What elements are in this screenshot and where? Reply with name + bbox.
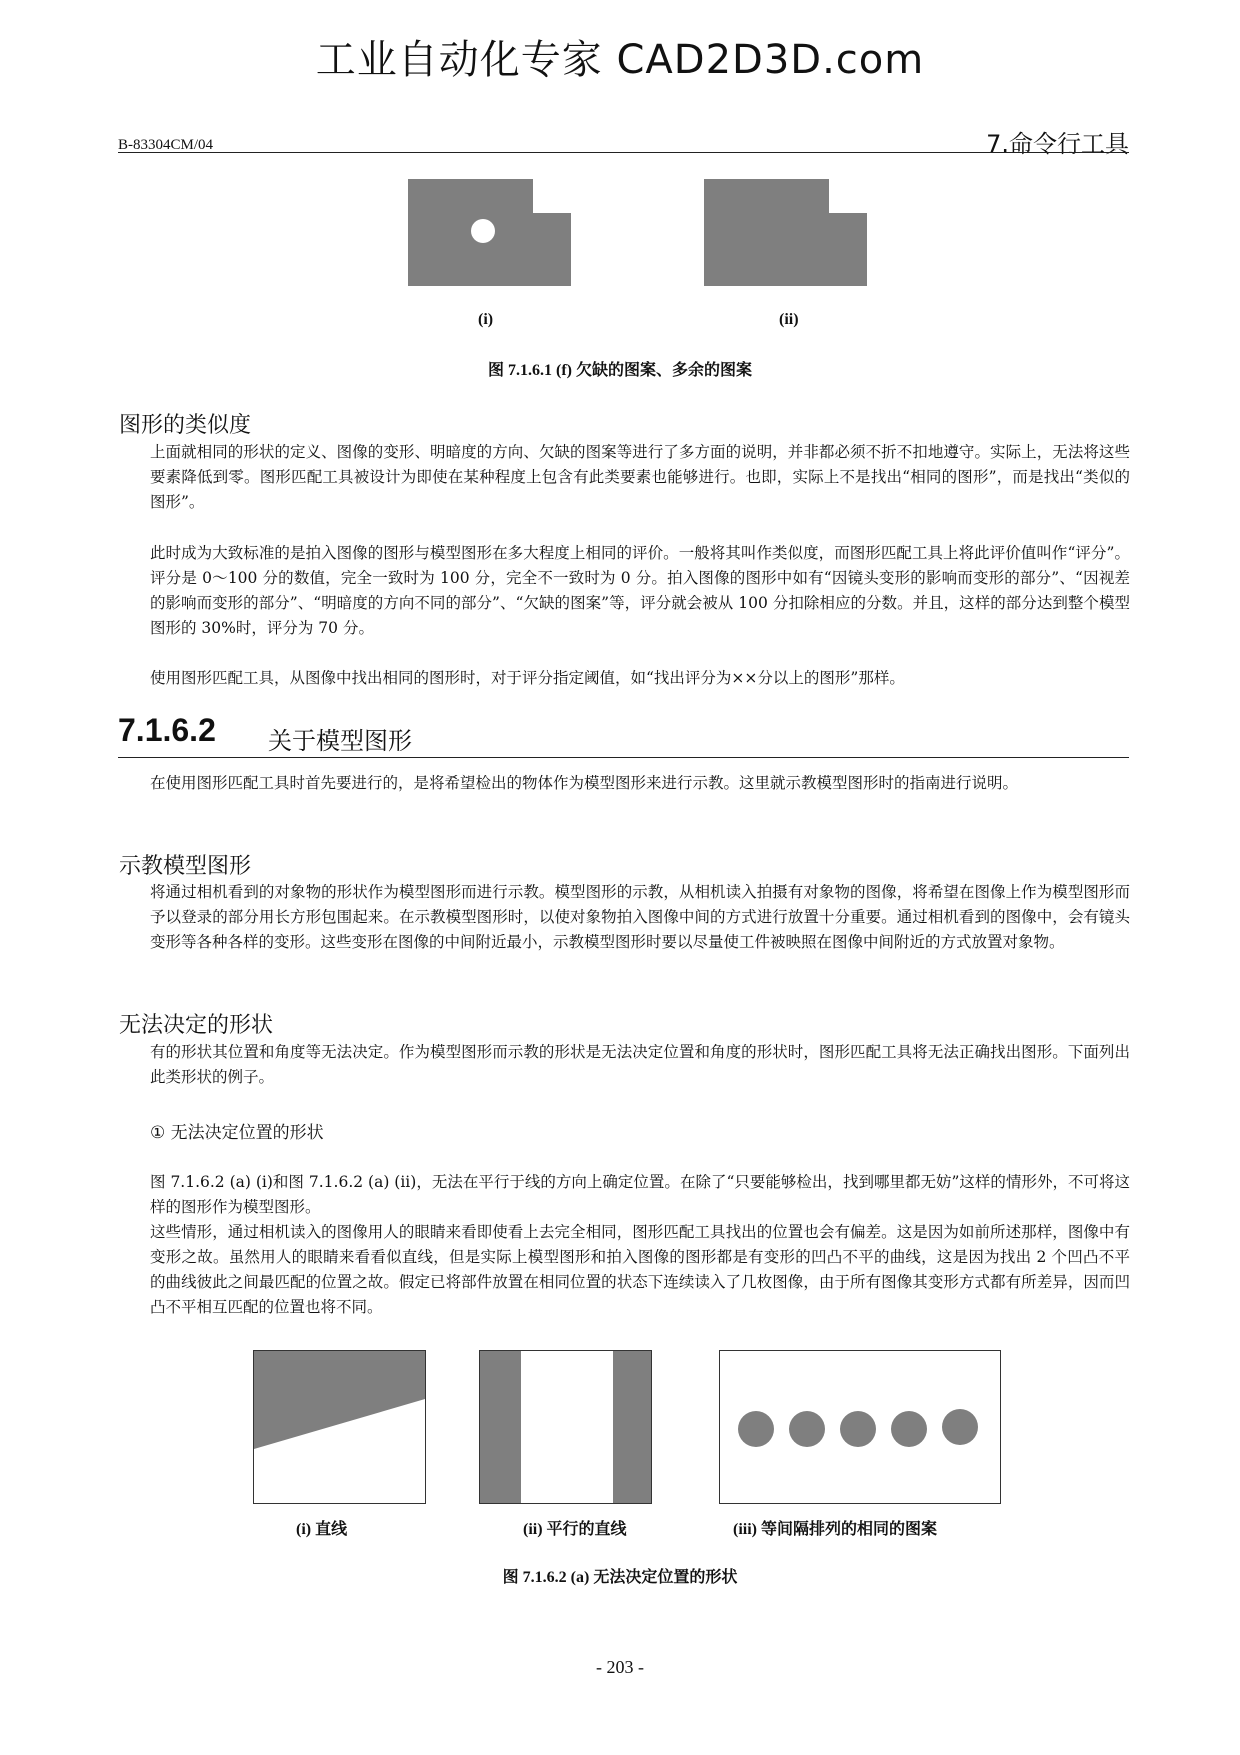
similarity-paragraph-2: 此时成为大致标准的是拍入图像的图形与模型图形在多大程度上相同的评价。一般将其叫作类似度，而图形匹配工具上将此评价值叫作“评分”。评分是 0～100 分的数值，完全一致时为 100 分，完全不一致时为 0 分。拍入图像的图形中如有“因镜头变形的影响而变形的部分”、“因视差的影响而变形的部分”、“明暗度的方向不同的部分”、“欠缺的图案”等，评分就会被从 100 分扣除相应的分数。并且，这样的部分达到整个模型图形的 30%时，评分为 70 分。 <box>150 544 1130 637</box>
undetermined-paragraph-3: 这些情形，通过相机读入的图像用人的眼睛来看即使看上去完全相同，图形匹配工具找出的位置也会有偏差。这是因为如前所述那样，图像中有变形之故。虽然用人的眼睛来看看似直线，但是实际上模型图形和拍入图像的图形都是有变形的凹凸不平的曲线，这是因为找出 2 个凹凸不平的曲线彼此之间最匹配的位置之故。假定已将部件放置在相同位置的状态下连续读入了几枚图像，由于所有图像其变形方式都有所差异，因而凹凸不平相互匹配的位置也将不同。 <box>150 1223 1130 1316</box>
figure-1-caption: 图 7.1.6.1 (f) 欠缺的图案、多余的图案 <box>488 362 752 379</box>
similarity-paragraph-1: 上面就相同的形状的定义、图像的变形、明暗度的方向、欠缺的图案等进行了多方面的说明，并非都必须不折不扣地遵守。实际上，无法将这些要素降低到零。图形匹配工具被设计为即使在某种程度上包含有此类要素也能够进行。也即，实际上不是找出“相同的图形”，而是找出“类似的图形”。 <box>150 443 1130 511</box>
figure-1-shape-i <box>408 179 571 286</box>
figure-1-label-ii: (ii) <box>779 311 799 328</box>
undetermined-paragraph: 有的形状其位置和角度等无法决定。作为模型图形而示教的形状是无法决定位置和角度的形状时，图形匹配工具将无法正确找出图形。下面列出此类形状的例子。 <box>150 1043 1130 1086</box>
figure-2-box-iii <box>719 1350 1001 1504</box>
circle-pattern <box>840 1411 876 1447</box>
circle-pattern <box>789 1411 825 1447</box>
section-title: 关于模型图形 <box>268 727 412 755</box>
chapter-title: 7.命令行工具 <box>986 130 1129 158</box>
figure-2-label-iii: (iii) 等间隔排列的相同的图案 <box>733 1521 937 1538</box>
undetermined-heading: 无法决定的形状 <box>119 1013 274 1038</box>
circle-pattern <box>891 1411 927 1447</box>
section-number: 7.1.6.2 <box>118 712 216 748</box>
figure-1-label-i: (i) <box>478 311 494 328</box>
hole-circle <box>471 219 495 243</box>
undetermined-paragraph-2: 图 7.1.6.2 (a) (i)和图 7.1.6.2 (a) (ii)，无法在平行于线的方向上确定位置。在除了“只要能够检出，找到哪里都无妨”这样的情形外，不可将这样的图形作为模型图形。 <box>150 1173 1130 1216</box>
figure-2-label-i: (i) 直线 <box>296 1521 348 1538</box>
page-number: - 203 - <box>596 1657 644 1677</box>
section-intro: 在使用图形匹配工具时首先要进行的，是将希望检出的物体作为模型图形来进行示教。这里就示教模型图形时的指南进行说明。 <box>150 774 1019 792</box>
watermark-title: 工业自动化专家 CAD2D3D.com <box>315 37 925 83</box>
right-band <box>613 1351 651 1503</box>
similarity-paragraph-3: 使用图形匹配工具，从图像中找出相同的图形时，对于评分指定阈值，如“找出评分为××分以上的图形”那样。 <box>150 669 905 687</box>
section-rule <box>118 757 1129 758</box>
teach-paragraph: 将通过相机看到的对象物的形状作为模型图形而进行示教。模型图形的示教，从相机读入拍摄有对象物的图像，将希望在图像上作为模型图形而予以登录的部分用长方形包围起来。在示教模型图形时，以使对象物拍入图像中间的方式进行放置十分重要。通过相机看到的图像中，会有镜头变形等各种各样的变形。这些变形在图像的中间附近最小，示教模型图形时要以尽量使工件被映照在图像中间附近的方式放置对象物。 <box>150 883 1130 951</box>
circle-pattern <box>942 1409 978 1445</box>
document-id: B-83304CM/04 <box>118 137 214 153</box>
figure-1-shape-ii <box>704 179 867 286</box>
circle-pattern <box>738 1411 774 1447</box>
header-rule <box>118 152 1129 153</box>
figure-2-caption: 图 7.1.6.2 (a) 无法决定位置的形状 <box>502 1569 738 1586</box>
similarity-heading: 图形的类似度 <box>119 413 252 438</box>
figure-2-box-i <box>253 1350 426 1504</box>
left-band <box>480 1351 521 1503</box>
figure-2-label-ii: (ii) 平行的直线 <box>523 1521 627 1538</box>
subitem-heading: ① 无法决定位置的形状 <box>150 1123 324 1143</box>
teach-heading: 示教模型图形 <box>119 854 252 879</box>
slanted-line-shape <box>254 1351 425 1503</box>
figure-2-box-ii <box>479 1350 652 1504</box>
